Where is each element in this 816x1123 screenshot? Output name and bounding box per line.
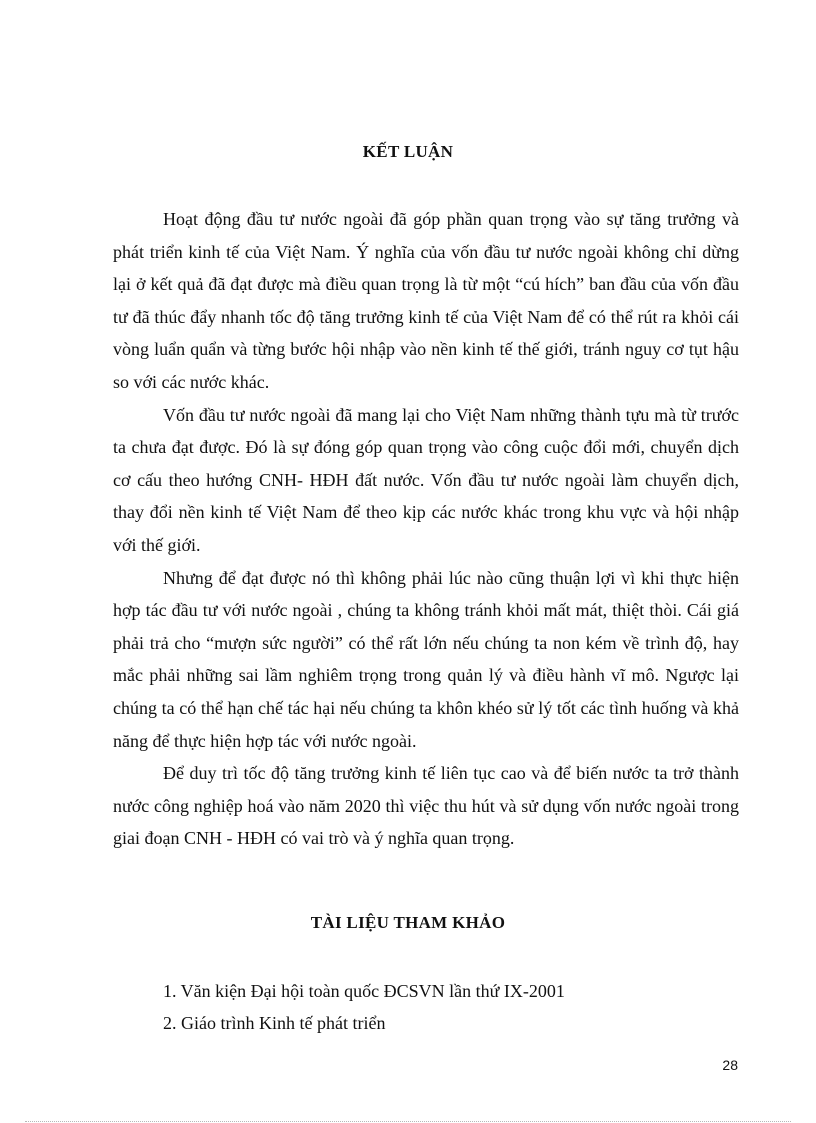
paragraph: Vốn đầu tư nước ngoài đã mang lại cho Việt Nam những thành tựu mà từ trước ta chưa đạt được. Đó là sự đóng góp quan trọng vào công cuộc đổi mới, chuyển dịch cơ cấu theo hướng CNH- HĐH đất nước. Vốn đầu tư nước ngoài làm chuyển dịch, thay đổi nền kinh tế Việt Nam để theo kịp các nước khác trong khu vực và hội nhập với thế giới. bbox=[113, 404, 739, 555]
page-bottom-divider bbox=[25, 1121, 791, 1122]
reference-item: 1. Văn kiện Đại hội toàn quốc ĐCSVN lần thứ IX-2001 bbox=[163, 981, 565, 1001]
references-list bbox=[163, 975, 565, 1039]
conclusion-body bbox=[113, 203, 739, 855]
reference-item: 2. Giáo trình Kinh tế phát triển bbox=[163, 1013, 386, 1033]
paragraph: Hoạt động đầu tư nước ngoài đã góp phần quan trọng vào sự tăng trưởng và phát triển kinh tế của Việt Nam. Ý nghĩa của vốn đầu tư nước ngoài không chỉ dừng lại ở kết quả đã đạt được mà điều quan trọng là từ một “cú hích” ban đầu của vốn đầu tư đã thúc đẩy nhanh tốc độ tăng trưởng kinh tế của Việt Nam để có thể rút ra khỏi cái vòng luẩn quẩn và từng bước hội nhập vào nền kinh tế thế giới, tránh nguy cơ tụt hậu so với các nước khác. bbox=[113, 209, 739, 392]
paragraph: Để duy trì tốc độ tăng trưởng kinh tế liên tục cao và để biến nước ta trở thành nước công nghiệp hoá vào năm 2020 thì việc thu hút và sử dụng vốn nước ngoài trong giai đoạn CNH - HĐH có vai trò và ý nghĩa quan trọng. bbox=[113, 763, 739, 849]
conclusion-heading: KẾT LUẬN bbox=[362, 142, 454, 161]
page-number: 28 bbox=[722, 1057, 738, 1073]
references-heading: TÀI LIỆU THAM KHẢO bbox=[310, 913, 506, 932]
paragraph: Nhưng để đạt được nó thì không phải lúc nào cũng thuận lợi vì khi thực hiện hợp tác đầu tư với nước ngoài , chúng ta không tránh khỏi mất mát, thiệt thòi. Cái giá phải trả cho “mượn sức người” có thể rất lớn nếu chúng ta non kém về trình độ, hay mắc phải những sai lầm nghiêm trọng trong quản lý và điều hành vĩ mô. Ngược lại chúng ta có thể hạn chế tác hại nếu chúng ta khôn khéo sử lý tốt các tình huống và khả năng để thực hiện hợp tác với nước ngoài. bbox=[113, 567, 739, 751]
